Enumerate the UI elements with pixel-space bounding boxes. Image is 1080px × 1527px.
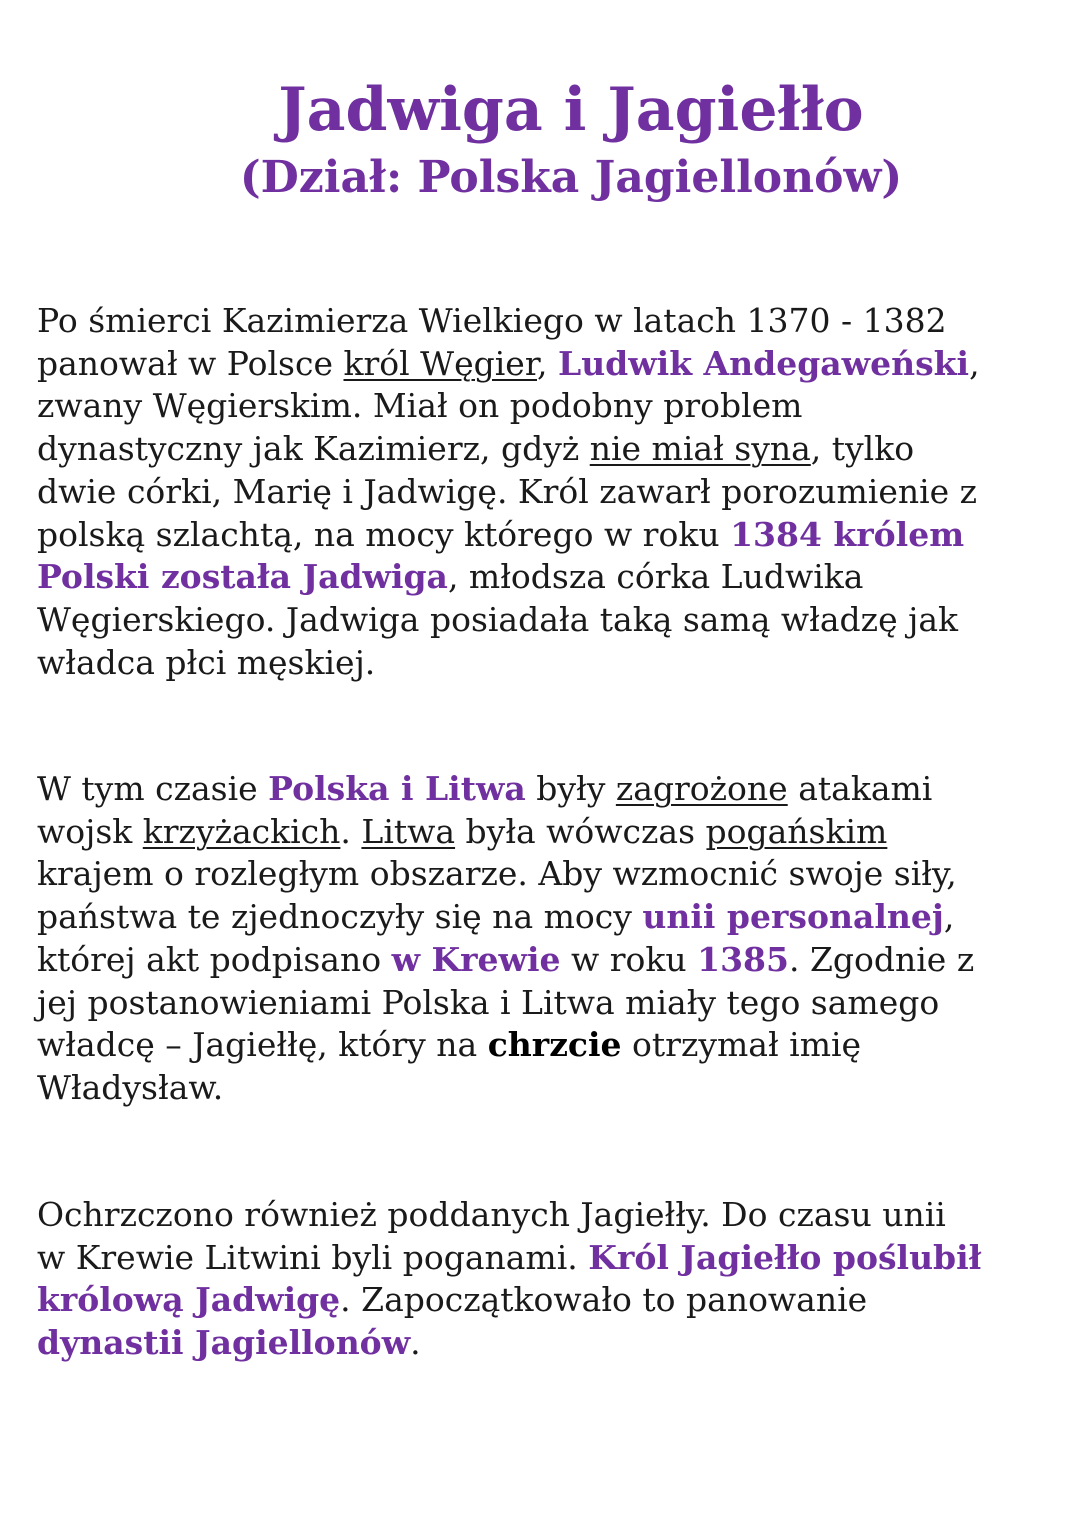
paragraph-ludwik: [37, 300, 1047, 684]
text-run: panował w Polsce: [37, 343, 344, 383]
text-line: [37, 599, 1047, 642]
bold-term: chrzcie: [487, 1025, 622, 1065]
text-run: ,: [969, 343, 980, 383]
highlighted-term: Ludwik Andegaweński: [557, 343, 970, 383]
title-block: [0, 72, 1080, 208]
text-line: [37, 471, 1047, 514]
text-run: Po śmierci Kazimierza Wielkiego w latach 1370 - 1382: [37, 301, 947, 340]
text-line: [37, 1237, 1047, 1280]
highlighted-term: w Krewie: [391, 939, 561, 979]
text-run: . Zapoczątkowało to panowanie: [340, 1280, 868, 1320]
page-title: Jadwiga i Jagiełło: [278, 75, 864, 145]
text-run: były: [525, 769, 616, 808]
text-run: Węgierskiego. Jadwiga posiadała taką samą władzę jak: [37, 599, 958, 639]
text-line: [37, 1279, 1047, 1322]
text-run: , młodsza córka Ludwika: [447, 557, 864, 597]
text-line: [37, 1024, 1047, 1067]
text-run: otrzymał imię: [621, 1025, 862, 1065]
text-run: atakami: [787, 769, 933, 808]
text-run: władcę – Jagiełłę, który na: [37, 1025, 488, 1065]
highlighted-term: 1385: [697, 939, 789, 979]
text-line: [37, 385, 1047, 428]
text-line: [37, 1194, 1047, 1237]
text-line: [37, 428, 1047, 471]
text-line: [37, 300, 1047, 343]
text-line: [37, 514, 1047, 557]
underlined-term: Litwa: [361, 811, 456, 851]
highlighted-term: 1384 królem: [730, 514, 965, 554]
text-run: W tym czasie: [37, 769, 269, 808]
text-line: [37, 642, 1047, 685]
text-run: której akt podpisano: [37, 939, 392, 979]
text-line: [37, 1067, 1047, 1110]
text-run: była wówczas: [455, 811, 706, 851]
text-run: w Krewie Litwini byli poganami.: [37, 1237, 589, 1277]
highlighted-term: Król Jagiełło poślubił: [588, 1237, 982, 1277]
underlined-term: król Węgier: [343, 343, 537, 383]
highlighted-term: królową Jadwigę: [37, 1280, 341, 1320]
underlined-term: zagrożone: [615, 769, 788, 808]
text-run: państwa te zjednoczyły się na mocy: [37, 897, 643, 937]
text-line: [37, 939, 1047, 982]
text-line: [37, 896, 1047, 939]
text-line: [37, 853, 1047, 896]
text-run: , tylko: [810, 429, 915, 469]
page-subtitle: (Dział: Polska Jagiellonów): [239, 152, 903, 203]
highlighted-term: Polski została Jadwiga: [37, 557, 448, 597]
text-run: .: [410, 1323, 421, 1363]
text-run: ,: [943, 897, 955, 937]
text-run: jej postanowieniami Polska i Litwa miały tego samego: [37, 982, 940, 1022]
paragraph-jagiellonian-dynasty: [37, 1194, 1047, 1365]
text-line: [37, 1322, 1047, 1365]
paragraph-union-krewo: [37, 768, 1047, 1110]
text-run: w roku: [560, 939, 698, 979]
underlined-term: pogańskim: [705, 811, 888, 851]
text-run: dynastyczny jak Kazimierz, gdyż: [37, 429, 590, 469]
text-line: [37, 343, 1047, 386]
text-run: .: [340, 811, 362, 851]
text-run: Ochrzczono również poddanych Jagiełły. Do czasu unii: [37, 1195, 946, 1234]
highlighted-term: dynastii Jagiellonów: [37, 1323, 411, 1363]
text-line: [37, 556, 1047, 599]
text-run: ,: [537, 343, 558, 383]
text-line: [37, 811, 1047, 854]
highlighted-term: Polska i Litwa: [268, 769, 526, 808]
text-run: władca płci męskiej.: [37, 642, 376, 682]
text-line: [37, 768, 1047, 811]
text-run: polską szlachtą, na mocy którego w roku: [37, 514, 731, 554]
text-run: . Zgodnie z: [788, 939, 975, 979]
text-line: [37, 982, 1047, 1025]
text-run: zwany Węgierskim. Miał on podobny problem: [37, 386, 803, 426]
text-run: krajem o rozległym obszarze. Aby wzmocnić swoje siły,: [37, 854, 957, 894]
highlighted-term: unii personalnej: [642, 897, 944, 937]
text-run: wojsk: [37, 811, 143, 851]
text-run: Władysław.: [37, 1067, 224, 1107]
underlined-term: krzyżackich: [142, 811, 341, 851]
text-run: dwie córki, Marię i Jadwigę. Król zawarł porozumienie z: [37, 471, 978, 511]
underlined-term: nie miał syna: [589, 429, 811, 469]
